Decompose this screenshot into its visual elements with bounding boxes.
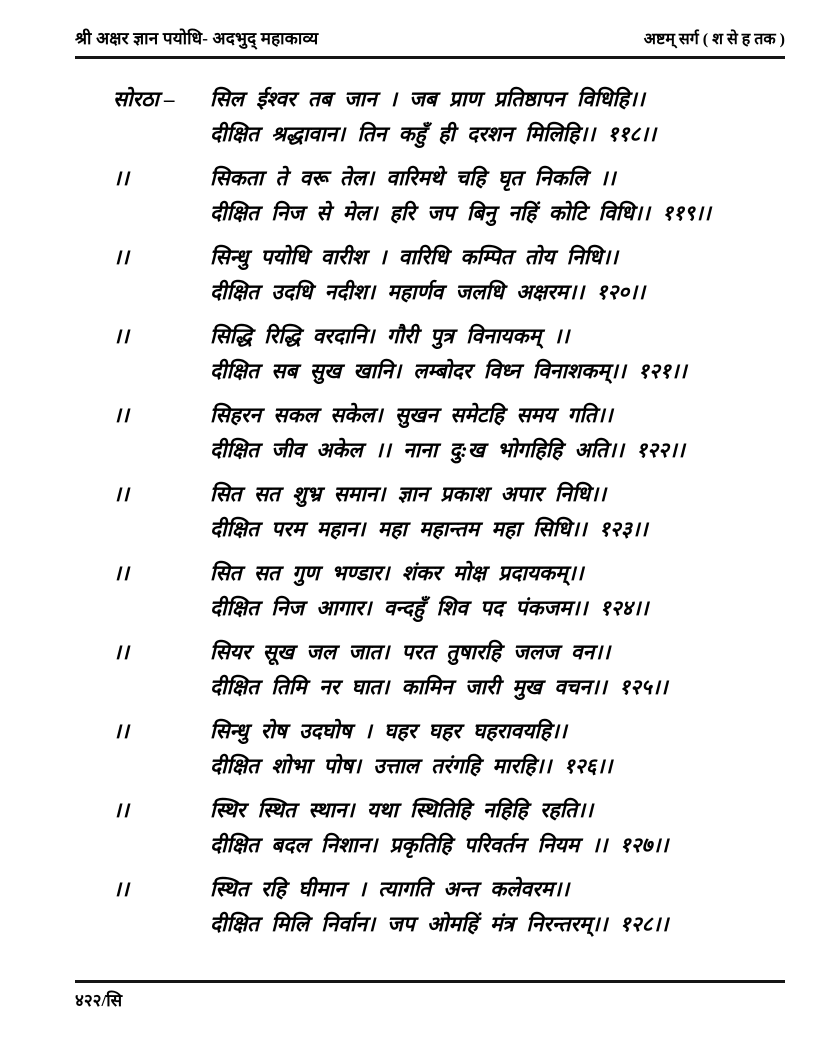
verse-row-127 (75, 793, 785, 863)
verse-line-1: सिद्धि रिद्धि वरदानि। गौरी पुत्र विनायकम् ।। (210, 324, 570, 348)
verse-line-2: दीक्षित परम महान। महा महान्तम महा सिधि।। १२३।। (210, 517, 648, 541)
verse-row-125 (75, 635, 785, 705)
verse-text (210, 398, 785, 468)
chapter-title: अष्टम् सर्ग ( श से ह तक ) (643, 31, 785, 48)
verse-line-2: दीक्षित शोभा पोष। उत्ताल तरंगहि मारहि।। १२६।। (210, 754, 613, 778)
verse-line-2: दीक्षित उदधि नदीश। महार्णव जलधि अक्षरम।। १२०।। (210, 280, 646, 304)
verse-text (210, 872, 785, 942)
verse-line-1: सित सत शुभ्र समान। ज्ञान प्रकाश अपार निधि।। (210, 482, 607, 506)
verse-marker: ।। (113, 719, 129, 743)
verse-marker: ।। (113, 877, 129, 901)
verse-text (210, 82, 785, 152)
verse-row-124 (75, 556, 785, 626)
verse-marker: ।। (113, 324, 129, 348)
verse-line-1: सित सत गुण भण्डार। शंकर मोक्ष प्रदायकम्।। (210, 561, 584, 585)
verse-line-1: सिन्धु पयोधि वारीश । वारिधि कम्पित तोय निधि।। (210, 245, 619, 269)
verse-text (210, 319, 785, 389)
verse-line-2: दीक्षित बदल निशान। प्रकृतिहि परिवर्तन नियम ।। १२७।। (210, 833, 669, 857)
verse-line-2: दीक्षित सब सुख खानि। लम्बोदर विध्न विनाशकम्।। १२१।। (210, 359, 687, 383)
verse-line-2: दीक्षित मिलि निर्वान। जप ओमहिं मंत्र निरन्तरम्।। १२८।। (210, 912, 669, 936)
verse-line-2: दीक्षित तिमि नर घात। कामिन जारी मुख वचन।। १२५।। (210, 675, 668, 699)
verse-marker: ।। (113, 561, 129, 585)
book-title: श्री अक्षर ज्ञान पयोधि- अदभुद् महाकाव्य (75, 29, 319, 48)
verse-line-2: दीक्षित निज से मेल। हरि जप बिनु नहिं कोटि विधि।। ११९।। (210, 201, 711, 225)
verse-text (210, 477, 785, 547)
verse-text (210, 240, 785, 310)
verse-marker: ।। (113, 798, 129, 822)
page-header (75, 26, 785, 59)
verse-text (210, 635, 785, 705)
verse-line-1: सिकता ते वरू तेल। वारिमथे चहि घृत निकलि ।। (210, 166, 616, 190)
verse-marker: ।। (113, 482, 129, 506)
verse-row-119 (75, 161, 785, 231)
verse-row-121 (75, 319, 785, 389)
verse-line-1: सिन्धु रोष उदघोष । घहर घहर घहरावयहि।। (210, 719, 567, 743)
verse-row-126 (75, 714, 785, 784)
verse-row-128 (75, 872, 785, 942)
verse-row-122 (75, 398, 785, 468)
verse-line-2: दीक्षित निज आगार। वन्दहुँ शिव पद पंकजम।। १२४।। (210, 596, 649, 620)
verse-line-1: स्थित रहि घीमान । त्यागति अन्त कलेवरम।। (210, 877, 570, 901)
verse-line-2: दीक्षित जीव अकेल ।। नाना दु:ख भोगहिहि अति।। १२२।। (210, 438, 685, 462)
page-number: ४२२/सि (75, 991, 123, 1010)
verse-marker: सोरठा – (113, 87, 175, 111)
verse-marker: ।। (113, 640, 129, 664)
verse-line-1: सिहरन सकल सकेल। सुखन समेटहि समय गति।। (210, 403, 613, 427)
verses-section (75, 82, 785, 951)
verse-text (210, 161, 785, 231)
verse-line-2: दीक्षित श्रद्धावान। तिन कहुँ ही दरशन मिलिहि।। ११८।। (210, 122, 657, 146)
verse-line-1: स्थिर स्थित स्थान। यथा स्थितिहि नहिहि रहति।। (210, 798, 594, 822)
verse-marker: ।। (113, 403, 129, 427)
verse-row-123 (75, 477, 785, 547)
verse-line-1: सिल ईश्वर तब जान । जब प्राण प्रतिष्ठापन विधिहि।। (210, 87, 645, 111)
verse-text (210, 556, 785, 626)
verse-row-120 (75, 240, 785, 310)
verse-row-118 (75, 82, 785, 152)
verse-text (210, 714, 785, 784)
verse-line-1: सियर सूख जल जात। परत तुषारहि जलज वन।। (210, 640, 611, 664)
verse-text (210, 793, 785, 863)
page-footer (75, 980, 785, 1011)
verse-marker: ।। (113, 166, 129, 190)
verse-marker: ।। (113, 245, 129, 269)
